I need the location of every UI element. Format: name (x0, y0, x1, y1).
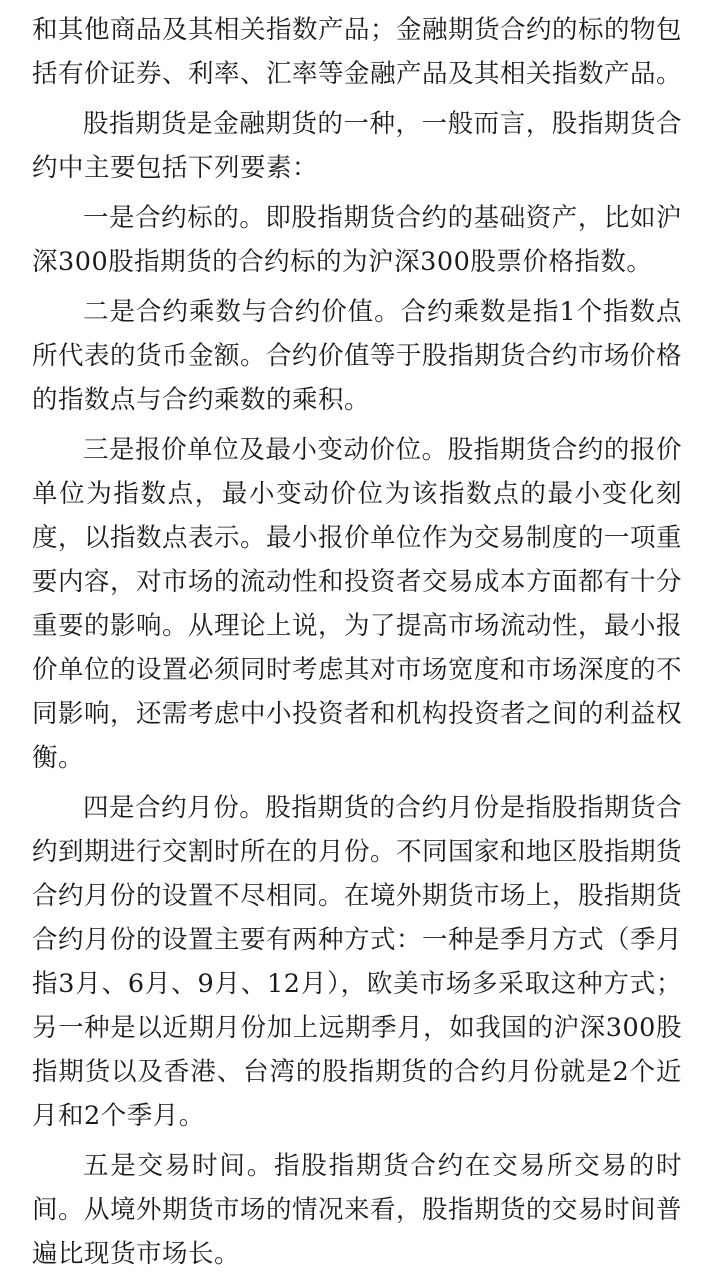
paragraph-element-trading-hours: 五是交易时间。指股指期货合约在交易所交易的时间。从境外期货市场的情况来看，股指期货的交易时间普遍比现货市场长。 (32, 1151, 683, 1269)
paragraph-intro-continuation: 和其他商品及其相关指数产品；金融期货合约的标的物包括有价证券、利率、汇率等金融产品及其相关指数产品。 (32, 15, 683, 89)
paragraph-overview: 股指期货是金融期货的一种，一般而言，股指期货合约中主要包括下列要素： (32, 109, 682, 183)
document-page (32, 8, 682, 1282)
paragraph-element-tick-size: 三是报价单位及最小变动价位。股指期货合约的报价单位为指数点，最小变动价位为该指数点的最小变化刻度，以指数点表示。最小报价单位作为交易制度的一项重要内容，对市场的流动性和投资者交易成本方面都有十分重要的影响。从理论上说，为了提高市场流动性，最小报价单位的设置必须同时考虑其对市场宽度和市场深度的不同影响，还需考虑中小投资者和机构投资者之间的利益权衡。 (32, 435, 683, 773)
paragraph-element-contract-months: 四是合约月份。股指期货的合约月份是指股指期货合约到期进行交割时所在的月份。不同国家和地区股指期货合约月份的设置不尽相同。在境外期货市场上，股指期货合约月份的设置主要有两种方式：一种是季月方式（季月指3月、6月、9月、12月），欧美市场多采取这种方式；另一种是以近期月份加上远期季月，如我国的沪深300股指期货以及香港、台湾的股指期货的合约月份就是2个近月和2个季月。 (32, 793, 683, 1131)
paragraph-element-underlying: 一是合约标的。即股指期货合约的基础资产，比如沪深300股指期货的合约标的为沪深300股票价格指数。 (32, 203, 682, 277)
paragraph-element-multiplier: 二是合约乘数与合约价值。合约乘数是指1个指数点所代表的货币金额。合约价值等于股指期货合约市场价格的指数点与合约乘数的乘积。 (32, 297, 683, 415)
